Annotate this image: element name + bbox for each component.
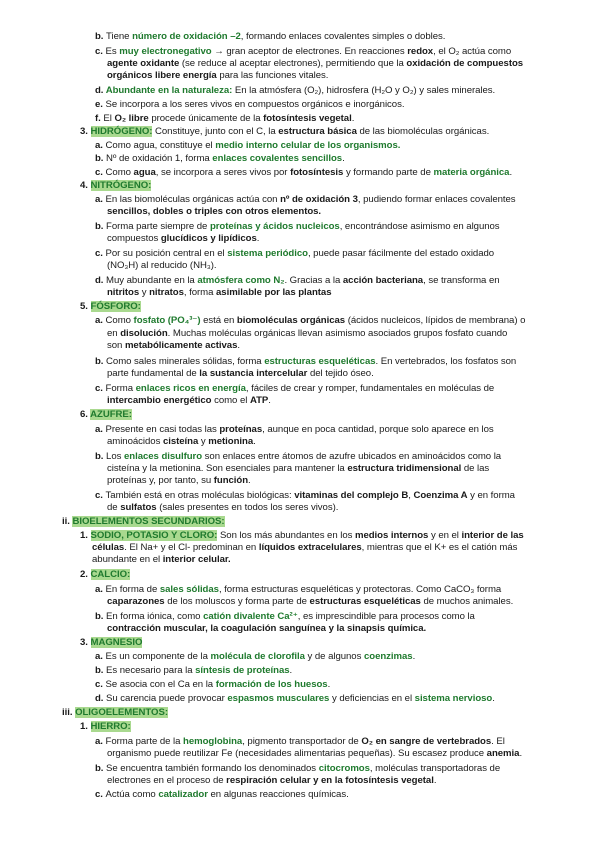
text-span: Como agua, constituye el bbox=[105, 140, 216, 151]
text-line bbox=[95, 356, 516, 368]
text-span: , encontrándose asimismo en algunos bbox=[339, 221, 500, 232]
text-line bbox=[95, 194, 516, 206]
text-span: orgánicos libere energía bbox=[107, 70, 217, 81]
text-line bbox=[95, 584, 501, 596]
text-line bbox=[107, 748, 522, 760]
text-span: caparazones bbox=[107, 596, 165, 607]
list-marker: b. bbox=[95, 31, 107, 42]
text-span: y deficiencias en el bbox=[329, 693, 415, 704]
text-span: Se asocia con el Ca en la bbox=[105, 679, 216, 690]
text-span: catión divalente Ca²⁺ bbox=[203, 611, 298, 622]
text-span: . bbox=[327, 679, 331, 690]
text-span: en algunas reacciones químicas. bbox=[207, 789, 349, 800]
text-span: estructuras esqueléticas bbox=[264, 356, 376, 367]
text-span: y en el bbox=[428, 530, 462, 541]
text-line bbox=[80, 530, 524, 542]
text-span: número de oxidación –2 bbox=[132, 31, 241, 42]
text-span: agua bbox=[133, 167, 156, 178]
text-span: → gran aceptor de electrones. En reacciones bbox=[211, 46, 408, 57]
text-span: Muy abundante en la bbox=[106, 275, 198, 286]
text-span: de las biomoléculas orgánicas. bbox=[356, 126, 490, 137]
text-span: células bbox=[92, 542, 125, 553]
text-span: de muchos animales. bbox=[420, 596, 514, 607]
text-span: , forma estructuras esqueléticas y protectoras. Como CaCO₃ forma bbox=[218, 584, 502, 595]
text-span: . Gracias a la bbox=[284, 275, 343, 286]
text-span: Los bbox=[106, 451, 124, 462]
list-marker: 2. bbox=[80, 569, 91, 580]
text-span: Tiene bbox=[106, 31, 133, 42]
list-marker: a. bbox=[95, 651, 106, 662]
list-marker: c. bbox=[95, 383, 106, 394]
text-span: redox bbox=[407, 46, 434, 57]
text-span: . bbox=[433, 775, 437, 786]
text-span: materia orgánica bbox=[433, 167, 510, 178]
text-line bbox=[95, 490, 515, 502]
text-span: Coenzima A bbox=[413, 490, 468, 501]
text-span: fotosíntesis vegetal bbox=[263, 113, 352, 124]
text-span: estructura básica bbox=[278, 126, 357, 137]
list-marker: 3. bbox=[80, 126, 91, 137]
list-marker: c. bbox=[95, 46, 106, 57]
text-line bbox=[95, 789, 349, 801]
text-span: nitratos bbox=[149, 287, 184, 298]
text-span: Es un componente de la bbox=[105, 651, 211, 662]
text-span: disolución bbox=[120, 328, 168, 339]
text-line bbox=[107, 596, 513, 608]
list-marker: f. bbox=[95, 113, 104, 124]
text-span: formación de los huesos bbox=[215, 679, 328, 690]
text-span: ATP bbox=[249, 395, 269, 406]
text-span: son enlaces entre átomos de azufre ubicados en aminoácidos como la bbox=[202, 451, 502, 462]
text-span: sales sólidas bbox=[159, 584, 219, 595]
text-line bbox=[95, 99, 404, 111]
text-span: Son los más abundantes en los bbox=[217, 530, 355, 541]
text-span: agente oxidante bbox=[107, 58, 180, 69]
text-span: parte fundamental de bbox=[107, 368, 200, 379]
text-span: respiración celular y en la fotosíntesis vegetal bbox=[226, 775, 434, 786]
text-span: y bbox=[139, 287, 150, 298]
text-line bbox=[92, 554, 231, 566]
text-span: . En vertebrados, los fosfatos son bbox=[375, 356, 517, 367]
text-span: Forma bbox=[105, 383, 136, 394]
text-line bbox=[107, 70, 328, 82]
list-marker: b. bbox=[95, 611, 107, 622]
text-span: , aunque en poca cantidad, porque solo aparece en los bbox=[262, 424, 494, 435]
text-span: Actúa como bbox=[105, 789, 159, 800]
section-heading: AZUFRE: bbox=[90, 409, 132, 420]
text-line bbox=[107, 368, 374, 380]
text-span: espasmos musculares bbox=[227, 693, 330, 704]
text-span: . bbox=[351, 113, 355, 124]
text-span: estructuras esqueléticas bbox=[309, 596, 421, 607]
text-span: interior de las bbox=[461, 530, 524, 541]
text-span: proteínas y ácidos nucleicos bbox=[209, 221, 340, 232]
list-marker: a. bbox=[95, 140, 106, 151]
text-span: para las funciones vitales. bbox=[216, 70, 329, 81]
list-marker: b. bbox=[95, 763, 107, 774]
text-line bbox=[107, 328, 507, 340]
text-line bbox=[95, 113, 354, 125]
text-span: sistema periódico bbox=[227, 248, 308, 259]
list-marker: c. bbox=[95, 248, 106, 259]
section-heading: MAGNESIO bbox=[90, 637, 143, 648]
text-span: molécula de clorofila bbox=[210, 651, 305, 662]
text-line bbox=[80, 637, 142, 649]
text-span: O₂ en sangre de vertebrados bbox=[361, 736, 492, 747]
text-line bbox=[80, 301, 141, 313]
text-span: del tejido óseo. bbox=[307, 368, 374, 379]
text-line bbox=[107, 623, 426, 635]
text-span: contracción muscular, la coagulación sanguínea y la sinapsis química. bbox=[107, 623, 427, 634]
list-marker: a. bbox=[95, 315, 106, 326]
list-marker: 5. bbox=[80, 301, 91, 312]
text-span: Se encuentra también formando los denominados bbox=[106, 763, 319, 774]
text-span: Presente en casi todas las bbox=[105, 424, 220, 435]
text-span: en bbox=[107, 328, 121, 339]
text-span: , el O₂ actúa como bbox=[433, 46, 512, 57]
text-span: biomoléculas orgánicas bbox=[236, 315, 346, 326]
text-line bbox=[95, 763, 500, 775]
text-line bbox=[62, 516, 225, 528]
text-span: proteínas y, por tanto, su bbox=[107, 475, 214, 486]
text-line bbox=[107, 463, 489, 475]
text-span: enlaces ricos en energía bbox=[135, 383, 246, 394]
text-span: y bbox=[198, 436, 209, 447]
text-line bbox=[95, 679, 330, 691]
text-line bbox=[80, 569, 130, 581]
text-span: , bbox=[408, 490, 414, 501]
text-span: líquidos extracelulares bbox=[258, 542, 362, 553]
text-span: cisteína y la metionina. Son esenciales para mantener la bbox=[107, 463, 348, 474]
text-span: En forma iónica, como bbox=[106, 611, 204, 622]
section-heading: BIOELEMENTOS SECUNDARIOS: bbox=[72, 516, 225, 527]
text-span: aminoácidos bbox=[107, 436, 163, 447]
text-span: catalizador bbox=[158, 789, 208, 800]
text-line bbox=[107, 206, 321, 218]
text-span: Nº de oxidación 1, forma bbox=[106, 153, 213, 164]
text-span: función bbox=[213, 475, 249, 486]
text-span: En forma de bbox=[105, 584, 160, 595]
text-line bbox=[62, 707, 168, 719]
text-span: de bbox=[107, 502, 121, 513]
text-span: atmósfera como N₂ bbox=[197, 275, 285, 286]
text-span: glucídicos y lipídicos bbox=[160, 233, 257, 244]
text-span: El bbox=[103, 113, 115, 124]
text-line bbox=[107, 395, 271, 407]
text-span: , fáciles de crear y romper, fundamentales en moléculas de bbox=[245, 383, 495, 394]
text-span: . El Na+ y el Cl- predominan en bbox=[124, 542, 259, 553]
text-span: nº de oxidación 3 bbox=[280, 194, 358, 205]
text-span: fosfato (PO₄³⁻) bbox=[133, 315, 201, 326]
text-line bbox=[95, 611, 475, 623]
list-marker: ii. bbox=[62, 516, 73, 527]
text-span: Se incorpora a los seres vivos en compuestos orgánicos e inorgánicos. bbox=[105, 99, 405, 110]
text-span: Es necesario para la bbox=[106, 665, 196, 676]
text-span: sulfatos bbox=[120, 502, 157, 513]
list-marker: 1. bbox=[80, 721, 91, 732]
text-span: oxidación de compuestos bbox=[406, 58, 524, 69]
text-span: citocromos bbox=[318, 763, 370, 774]
section-heading: HIDRÓGENO: bbox=[90, 126, 153, 137]
text-span: procede únicamente de la bbox=[148, 113, 264, 124]
text-line bbox=[95, 167, 512, 179]
text-line bbox=[107, 340, 240, 352]
text-span: como el bbox=[211, 395, 250, 406]
list-marker: d. bbox=[95, 693, 107, 704]
text-span: . bbox=[248, 475, 251, 486]
text-span: vitaminas del complejo B bbox=[294, 490, 409, 501]
text-line bbox=[95, 383, 494, 395]
text-span: , es imprescindible para procesos como la bbox=[297, 611, 475, 622]
text-span: . bbox=[412, 651, 416, 662]
text-line bbox=[95, 693, 495, 705]
text-span: nitritos bbox=[107, 287, 140, 298]
text-span: coenzimas bbox=[363, 651, 413, 662]
text-span: acción bacteriana bbox=[342, 275, 424, 286]
text-span: muy electronegativo bbox=[119, 46, 212, 57]
section-heading: OLIGOELEMENTOS: bbox=[75, 707, 168, 718]
text-span: . bbox=[237, 340, 240, 351]
list-marker: 1. bbox=[80, 530, 91, 541]
text-span: Como bbox=[105, 167, 134, 178]
section-heading: NITRÓGENO: bbox=[90, 180, 152, 191]
text-line bbox=[80, 409, 132, 421]
text-span: . bbox=[492, 693, 495, 704]
list-marker: 6. bbox=[80, 409, 91, 420]
text-span: . El bbox=[491, 736, 505, 747]
text-span: (se reduce al aceptar electrones), permitiendo que la bbox=[179, 58, 407, 69]
text-span: , formando enlaces covalentes simples o dobles. bbox=[240, 31, 446, 42]
text-span: , pudiendo formar enlaces covalentes bbox=[357, 194, 516, 205]
text-span: enlaces disulfuro bbox=[123, 451, 203, 462]
text-span: , se incorpora a seres vivos por bbox=[155, 167, 291, 178]
text-span: de las bbox=[461, 463, 490, 474]
text-span: metionina bbox=[208, 436, 254, 447]
text-line bbox=[95, 46, 511, 58]
text-line bbox=[107, 287, 332, 299]
list-marker: b. bbox=[95, 356, 107, 367]
text-span: . bbox=[253, 436, 256, 447]
text-span: , mientras que el K+ es el catión más bbox=[361, 542, 518, 553]
list-marker: b. bbox=[95, 451, 107, 462]
text-line bbox=[95, 248, 494, 260]
section-heading: SODIO, POTASIO Y CLORO: bbox=[90, 530, 218, 541]
text-span: y de algunos bbox=[304, 651, 364, 662]
text-line bbox=[92, 542, 517, 554]
text-span: También está en otras moléculas biológicas: bbox=[105, 490, 295, 501]
text-span: de los moluscos y forma parte de bbox=[164, 596, 310, 607]
text-line bbox=[95, 85, 495, 97]
text-line bbox=[95, 665, 292, 677]
text-span: sistema nervioso bbox=[414, 693, 493, 704]
text-span: proteínas bbox=[219, 424, 263, 435]
text-span: Forma parte de la bbox=[105, 736, 184, 747]
text-span: . bbox=[342, 153, 345, 164]
list-marker: 3. bbox=[80, 637, 91, 648]
text-span: medio interno celular de los organismos. bbox=[215, 140, 401, 151]
text-line bbox=[107, 775, 436, 787]
text-span: (sales presentes en todos los seres vivos). bbox=[156, 502, 339, 513]
text-span: compuestos bbox=[107, 233, 161, 244]
text-span: Forma parte siempre de bbox=[106, 221, 210, 232]
text-span: anemia bbox=[486, 748, 520, 759]
list-marker: c. bbox=[95, 167, 106, 178]
list-marker: iii. bbox=[62, 707, 76, 718]
text-span: asimilable por las plantas bbox=[216, 287, 332, 298]
text-line bbox=[107, 502, 338, 514]
text-span: síntesis de proteínas bbox=[195, 665, 290, 676]
text-span: . bbox=[289, 665, 293, 676]
text-span: , pigmento transportador de bbox=[242, 736, 362, 747]
text-span: estructura tridimensional bbox=[347, 463, 462, 474]
text-span: , puede pasar fácilmente del estado oxidado bbox=[307, 248, 495, 259]
text-span: hemoglobina bbox=[183, 736, 243, 747]
text-span: y en forma bbox=[467, 490, 515, 501]
text-span: interior celular. bbox=[162, 554, 231, 565]
text-line bbox=[95, 31, 445, 43]
text-span: (NO₃H) al reducido (NH₃). bbox=[107, 260, 217, 271]
text-span: En la atmósfera (O₂), hidrosfera (H₂O y O₂) y sales minerales. bbox=[232, 85, 496, 96]
text-span: la sustancia intercelular bbox=[199, 368, 308, 379]
text-line bbox=[107, 58, 523, 70]
text-span: son bbox=[107, 340, 125, 351]
list-marker: 4. bbox=[80, 180, 91, 191]
text-line bbox=[107, 233, 259, 245]
list-marker: c. bbox=[95, 789, 106, 800]
list-marker: b. bbox=[95, 221, 107, 232]
text-span: (ácidos nucleicos, lípidos de membrana) o bbox=[345, 315, 526, 326]
text-line bbox=[95, 153, 345, 165]
section-heading: HIERRO: bbox=[90, 721, 131, 732]
text-span: Su carencia puede provocar bbox=[106, 693, 228, 704]
section-heading: CALCIO: bbox=[90, 569, 131, 580]
text-span: O₂ libre bbox=[114, 113, 149, 124]
text-span: , forma bbox=[183, 287, 217, 298]
text-line bbox=[95, 221, 500, 233]
list-marker: c. bbox=[95, 490, 106, 501]
text-span: . bbox=[519, 748, 523, 759]
text-span: Es bbox=[105, 46, 120, 57]
text-line bbox=[107, 436, 256, 448]
text-span: . bbox=[509, 167, 513, 178]
text-span: . bbox=[256, 233, 260, 244]
text-line bbox=[80, 180, 151, 192]
text-span: medios internos bbox=[354, 530, 429, 541]
list-marker: a. bbox=[95, 584, 106, 595]
text-span: organismo puede reutilizar Fe (necesidades alimentarias pequeñas). Su escasez produce bbox=[107, 748, 487, 759]
text-span: Constituye, junto con el C, la bbox=[152, 126, 279, 137]
list-marker: a. bbox=[95, 736, 106, 747]
text-line bbox=[95, 315, 525, 327]
text-line bbox=[80, 721, 131, 733]
text-span: , se transforma en bbox=[423, 275, 500, 286]
text-span: Abundante en la naturaleza: bbox=[105, 85, 233, 96]
list-marker: d. bbox=[95, 85, 106, 96]
text-span: Como bbox=[105, 315, 134, 326]
text-span: está en bbox=[200, 315, 237, 326]
text-line bbox=[95, 140, 400, 152]
text-span: intercambio energético bbox=[107, 395, 212, 406]
list-marker: b. bbox=[95, 153, 107, 164]
text-line bbox=[80, 126, 489, 138]
list-marker: e. bbox=[95, 99, 106, 110]
text-line bbox=[95, 651, 415, 663]
text-span: sencillos, dobles o triples con otros elementos. bbox=[107, 206, 322, 217]
list-marker: a. bbox=[95, 194, 106, 205]
text-span: Como sales minerales sólidas, forma bbox=[106, 356, 265, 367]
text-span: Por su posición central en el bbox=[105, 248, 228, 259]
text-span: y formando parte de bbox=[343, 167, 434, 178]
text-line bbox=[107, 475, 251, 487]
list-marker: a. bbox=[95, 424, 106, 435]
text-span: metabólicamente activas bbox=[124, 340, 238, 351]
text-span: . Muchas moléculas orgánicas llevan asimismo asociados grupos fosfato cuando bbox=[167, 328, 508, 339]
section-heading: FÓSFORO: bbox=[90, 301, 141, 312]
list-marker: c. bbox=[95, 679, 106, 690]
text-span: fotosíntesis bbox=[290, 167, 344, 178]
list-marker: b. bbox=[95, 665, 107, 676]
text-span: electrones en el proceso de bbox=[107, 775, 227, 786]
text-span: , moléculas transportadoras de bbox=[369, 763, 501, 774]
text-line bbox=[95, 736, 505, 748]
text-span: cisteína bbox=[162, 436, 199, 447]
list-marker: d. bbox=[95, 275, 107, 286]
text-line bbox=[107, 260, 216, 272]
text-line bbox=[95, 275, 500, 287]
text-line bbox=[95, 451, 501, 463]
text-span: En las biomoléculas orgánicas actúa con bbox=[105, 194, 281, 205]
text-span: abundante en el bbox=[92, 554, 163, 565]
text-span: enlaces covalentes sencillos bbox=[212, 153, 343, 164]
text-line bbox=[95, 424, 494, 436]
text-span: . bbox=[268, 395, 271, 406]
